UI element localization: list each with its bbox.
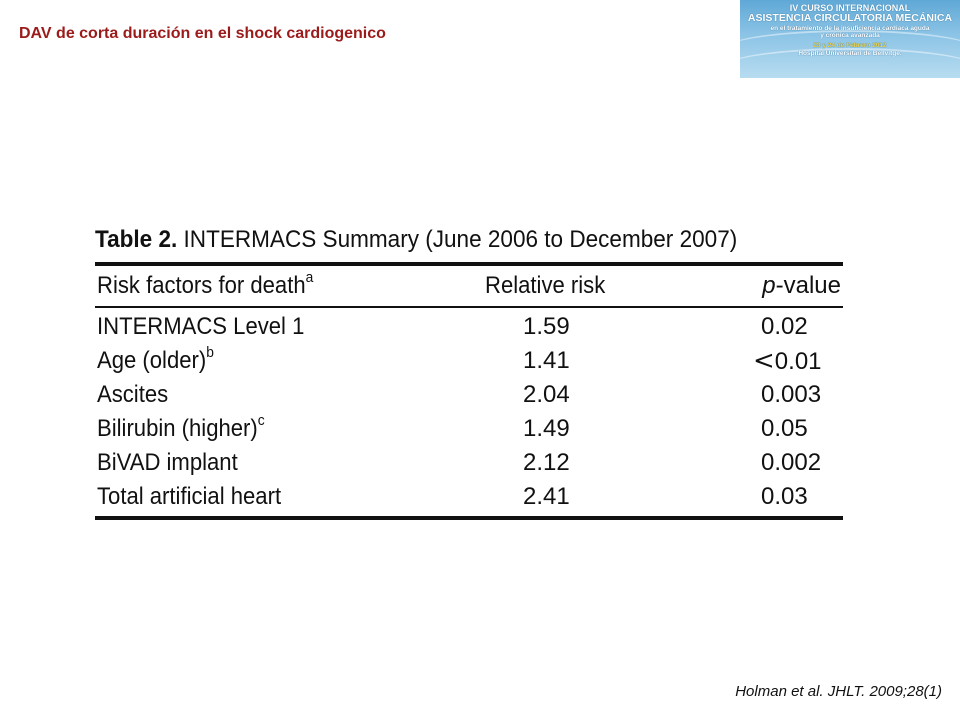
header-p-value: p-value [762,272,841,299]
risk-factor-cell: Bilirubin (higher)$^c$ [97,412,265,442]
risk-factor-cell: Age (older)$^b$ [97,344,214,374]
p-value-cell: <0.01 [753,346,822,376]
p-value-cell: 0.03 [761,483,808,510]
footnote-marker: c [257,412,265,429]
p-value-cell: 0.003 [761,381,822,408]
table-row [95,310,843,344]
relative-risk-cell: 1.59 [523,313,570,340]
p-value-cell: 0.02 [761,313,808,340]
relative-risk-cell: 1.41 [523,347,570,374]
header-relative-risk: Relative risk [485,272,606,299]
banner-line: IV CURSO INTERNACIONAL [789,3,911,13]
table-row [95,378,843,412]
table-caption [95,218,783,262]
table-caption-text: INTERMACS Summary (June 2006 to December 2007) [183,226,738,253]
banner-date: 23 y 24 de Febrero 2012 [813,42,887,50]
banner-venue: Hospital Universitari de Bellvitge. [798,49,902,57]
banner-line: en el tratamiento de la insuficiencia cardiaca aguda [770,24,930,32]
table-body [95,308,843,516]
risk-factor-cell: BiVAD implant [97,449,238,476]
risk-factor-cell: Ascites [97,381,169,408]
relative-risk-cell: 1.49 [523,415,570,442]
p-value-cell: 0.002 [761,449,822,476]
table-header-row [95,266,843,306]
relative-risk-cell: 2.12 [523,449,570,476]
table-bottom-rule [95,516,843,520]
less-than-sign: < [753,346,775,376]
banner-line: ASISTENCIA CIRCULATORIA MECÁNICA [747,12,953,25]
table-row [95,344,843,378]
risk-factor-cell: INTERMACS Level 1 [97,313,305,340]
citation: Holman et al. JHLT. 2009;28(1) [735,683,942,700]
relative-risk-cell: 2.04 [523,381,570,408]
footnote-marker: b [206,344,214,361]
relative-risk-cell: 2.41 [523,483,570,510]
table-label: Table 2. [95,226,178,253]
slide-title: DAV de corta duración en el shock cardiogenico [19,25,386,42]
table-row [95,412,843,446]
table-row [95,446,843,480]
course-banner [740,0,960,78]
risk-table [95,218,843,520]
table-row [95,480,843,514]
header-risk-factors: Risk factors for death$^a$ [97,269,314,299]
p-value-cell: 0.05 [761,415,808,442]
banner-line: y crónica avanzada [820,32,880,40]
risk-factor-cell: Total artificial heart [97,483,282,510]
